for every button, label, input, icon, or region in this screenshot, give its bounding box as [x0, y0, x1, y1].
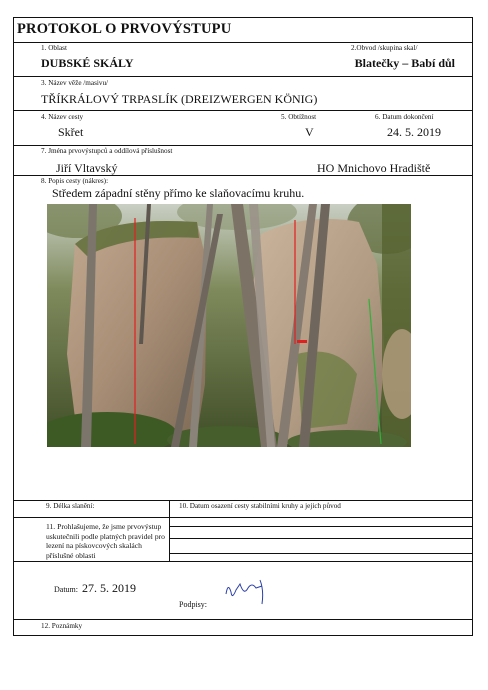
- date-completed-label: 6. Datum dokončení: [375, 113, 434, 121]
- climbers-name: Jiří Vltavský: [56, 161, 118, 175]
- signature-scribble: [222, 576, 270, 606]
- declaration-text: 11. Prohlašujeme, že jsme prvovýstup uskutečnili podle platných pravidel pro lezení na pískovcových skalách příslušné oblasti: [46, 522, 165, 560]
- rappel-length-label: 9. Délka slanění:: [46, 502, 95, 510]
- notes-label: 12. Poznámky: [41, 622, 83, 630]
- date-label: Datum:: [54, 585, 78, 594]
- grade-label: 5. Obtížnost: [281, 113, 317, 121]
- tower-label: 3. Název věže /masivu/: [41, 79, 109, 87]
- climbers-label: 7. Jména prvovýstupců a oddílová příslušnost: [41, 147, 173, 155]
- grade-value: V: [305, 125, 314, 139]
- description-label: 8. Popis cesty (nákres):: [41, 177, 109, 185]
- route-label: 4. Název cesty: [41, 113, 84, 121]
- description-value: Středem západní stěny přímo ke slaňovacímu kruhu.: [52, 186, 305, 200]
- route-value: Skřet: [58, 125, 84, 139]
- bolts-date-label: 10. Datum osazení cesty stabilními kruhy a jejich původ: [179, 502, 341, 510]
- signatures-label: Podpisy:: [179, 600, 208, 609]
- area-label: 1. Oblast: [41, 44, 67, 52]
- form-title: PROTOKOL O PRVOVÝSTUPU: [17, 21, 232, 37]
- climbers-club: HO Mnichovo Hradiště: [317, 161, 431, 175]
- route-photo-image: [47, 204, 411, 447]
- date-completed-value: 24. 5. 2019: [387, 125, 441, 139]
- tower-value: TŘÍKRÁLOVÝ TRPASLÍK (DREIZWERGEN KÖNIG): [41, 92, 318, 106]
- route-photo: [47, 204, 411, 447]
- district-label: 2.Obvod /skupina skal/: [351, 44, 418, 52]
- date-value: 27. 5. 2019: [82, 581, 136, 595]
- area-value: DUBSKÉ SKÁLY: [41, 56, 134, 70]
- protocol-form: [13, 17, 473, 636]
- district-value: Blatečky – Babí důl: [354, 56, 455, 70]
